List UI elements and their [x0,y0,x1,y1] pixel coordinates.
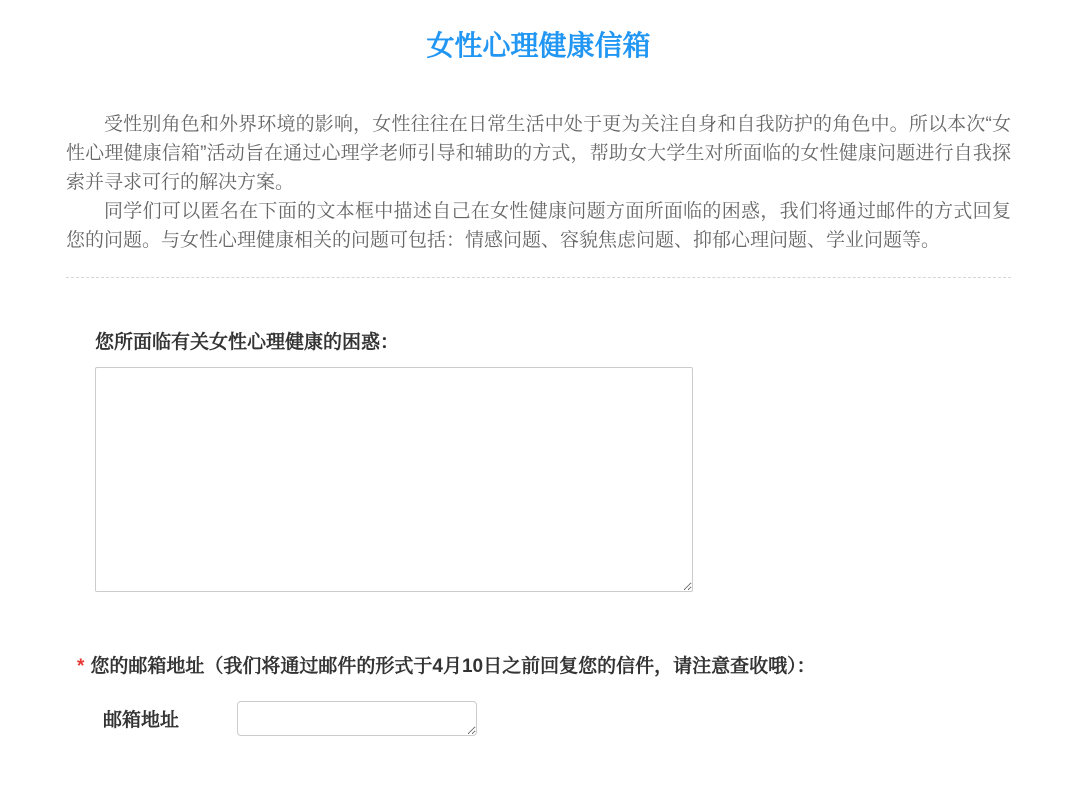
question-block [66,327,1011,592]
question-label: 您所面临有关女性心理健康的困惑： [95,332,400,353]
page-title: 女性心理健康信箱 [426,30,651,61]
email-section-label-text: 您的邮箱地址（我们将通过邮件的形式于4月10日之前回复您的信件，请注意查收哦）： [90,656,816,677]
intro-text [66,110,1011,255]
email-field-label: 邮箱地址 [103,710,180,731]
intro-paragraph-1: 受性别角色和外界环境的影响，女性往往在日常生活中处于更为关注自身和自我防护的角色中。所以本次“女性心理健康信箱”活动旨在通过心理学老师引导和辅助的方式，帮助女大学生对所面临的女性健康问题进行自我探索并寻求可行的解决方案。 [66,114,1011,193]
email-section [66,656,1011,736]
email-row [77,701,1011,736]
survey-page [66,0,1011,736]
dashed-divider [66,277,1011,278]
email-section-label [77,656,1011,678]
question-textarea[interactable] [95,367,693,592]
email-input[interactable] [237,701,477,736]
required-asterisk: * [77,656,85,677]
intro-paragraph-2: 同学们可以匿名在下面的文本框中描述自己在女性健康问题方面所面临的困惑，我们将通过邮件的方式回复您的问题。与女性心理健康相关的问题可包括：情感问题、容貌焦虑问题、抑郁心理问题、学业问题等。 [66,201,1011,251]
